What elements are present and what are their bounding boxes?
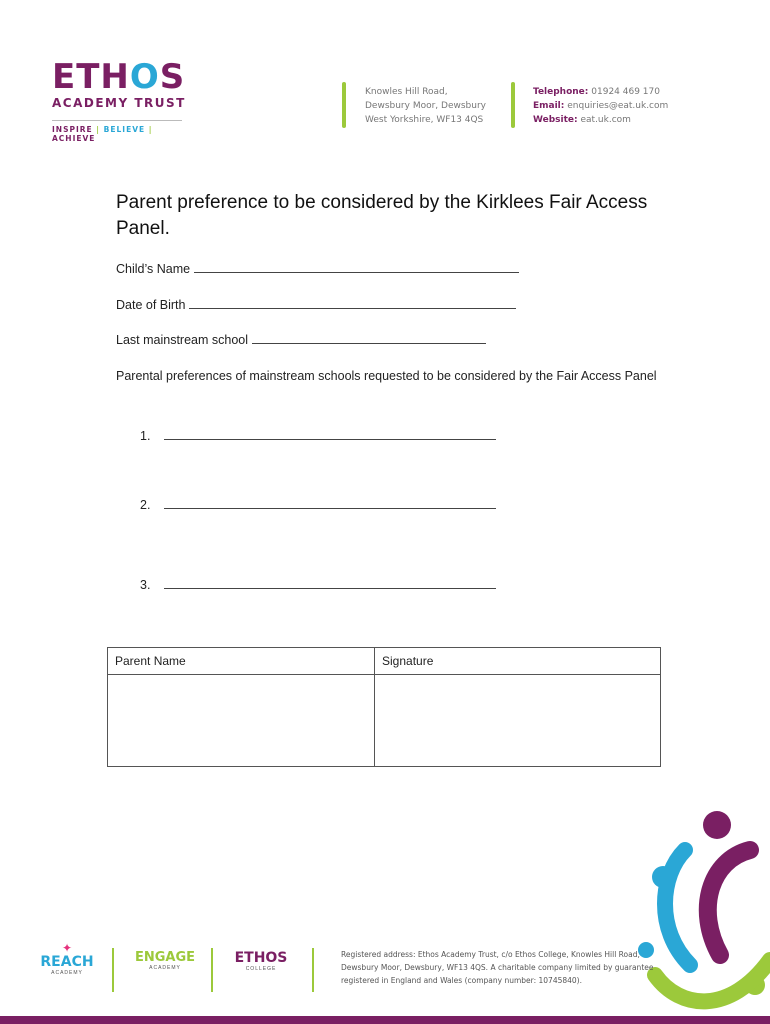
address-line: Dewsbury Moor, Dewsbury	[365, 101, 486, 111]
signature-header: Signature	[375, 648, 661, 675]
dob-field	[116, 296, 516, 312]
dob-line[interactable]	[189, 296, 516, 309]
engage-logo-text: ENGAGE	[134, 950, 196, 965]
tag-believe: BELIEVE	[103, 125, 146, 134]
form-title-line: Parent preference to be considered by the Kirklees Fair Access	[116, 192, 648, 213]
engage-logo-sub: ACADEMY	[149, 965, 181, 971]
preferences-instructions: Parental preferences of mainstream schools requested to be considered by the Fair Access Panel	[116, 369, 657, 383]
parent-name-header: Parent Name	[108, 648, 375, 675]
contact-divider	[511, 82, 515, 128]
figure-arc-purple	[708, 850, 750, 955]
logo-wordmark-c: S	[159, 57, 186, 97]
last-school-line[interactable]	[252, 331, 486, 344]
preference-1	[140, 427, 496, 443]
email-label: Email:	[533, 101, 565, 111]
reach-figures-icon: ✦	[61, 941, 73, 955]
preference-number: 1.	[140, 429, 151, 443]
address-block	[365, 85, 486, 127]
signature-cell[interactable]	[375, 675, 661, 767]
preference-number: 2.	[140, 498, 151, 512]
child-name-label: Child’s Name	[116, 262, 191, 276]
telephone-value: 01924 469 170	[591, 87, 660, 97]
website-value: eat.uk.com	[580, 115, 631, 125]
reach-logo-text: REACH	[40, 954, 94, 970]
dob-label: Date of Birth	[116, 298, 186, 312]
tag-achieve: ACHIEVE	[52, 134, 96, 143]
footer-bar	[0, 1016, 770, 1024]
signature-table	[107, 647, 661, 767]
logo-wordmark	[52, 57, 192, 97]
last-school-field	[116, 331, 486, 347]
figure-arc-green	[655, 960, 770, 1001]
footer-divider	[312, 948, 314, 992]
child-name-line[interactable]	[194, 260, 519, 273]
form-title-line: Panel.	[116, 218, 170, 239]
contact-block	[533, 85, 668, 127]
email-value: enquiries@eat.uk.com	[567, 101, 669, 111]
tag-sep: |	[148, 125, 153, 134]
preference-2	[140, 496, 496, 512]
last-school-label: Last mainstream school	[116, 333, 249, 347]
logo-subtitle: ACADEMY TRUST	[52, 96, 186, 110]
footer-divider	[211, 948, 213, 992]
preference-number: 3.	[140, 578, 151, 592]
logo-tagline	[52, 125, 192, 143]
tag-inspire: INSPIRE	[52, 125, 93, 134]
reach-logo	[34, 942, 100, 976]
registered-address: Registered address: Ethos Academy Trust, c/o Ethos College, Knowles Hill Road, Dewsbury Moor, Dewsbury, WF13 4QS. A charitable company limited by guarantee registered in England and Wales (company number: 10745840).	[341, 950, 654, 985]
preference-line[interactable]	[164, 576, 496, 589]
website-label: Website:	[533, 115, 578, 125]
footer-logos	[34, 942, 314, 994]
address-divider	[342, 82, 346, 128]
address-line: Knowles Hill Road,	[365, 87, 448, 97]
engage-logo	[126, 950, 204, 971]
logo-wordmark-o: O	[129, 57, 160, 97]
logo-wordmark-a: ETH	[52, 57, 130, 97]
parent-name-cell[interactable]	[108, 675, 375, 767]
ethos-logo	[52, 57, 192, 143]
preference-3	[140, 576, 496, 592]
ethos-college-logo-text: ETHOS	[234, 950, 288, 966]
figure-head-purple	[703, 811, 731, 839]
form-title	[116, 190, 716, 242]
ethos-college-logo-sub: COLLEGE	[245, 966, 277, 972]
preference-line[interactable]	[164, 496, 496, 509]
tag-sep: |	[96, 125, 101, 134]
footer-divider	[112, 948, 114, 992]
telephone-label: Telephone:	[533, 87, 589, 97]
ethos-college-logo	[226, 950, 296, 972]
child-name-field	[116, 260, 519, 276]
reach-logo-sub: ACADEMY	[51, 970, 83, 976]
address-line: West Yorkshire, WF13 4QS	[365, 115, 484, 125]
preference-line[interactable]	[164, 427, 496, 440]
logo-divider	[52, 120, 182, 121]
